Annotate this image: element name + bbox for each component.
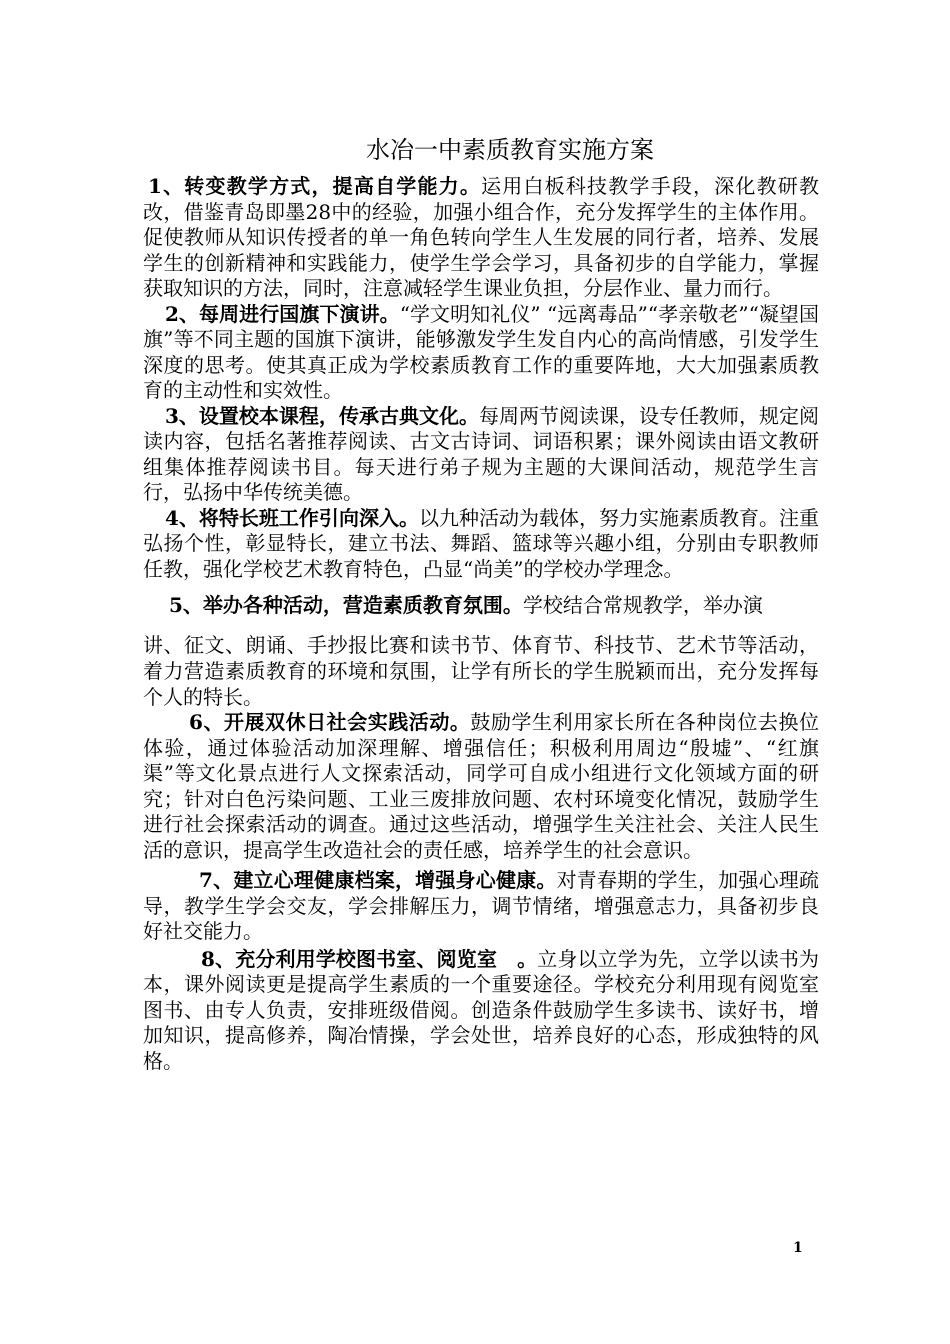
paragraph-4-text: 以九种活动为载体，努力实施素质教育。注重弘扬个性，彰显特长，建立书法、舞蹈、篮球等兴趣小组，分别由专职教师任教，强化学校艺术教育特色，凸显“尚美”的学校办学理念。	[143, 505, 819, 581]
document-body	[143, 174, 819, 1074]
paragraph-7-text: 对青春期的学生，加强心理疏导，教学生学会交友，学会排解压力，调节情绪，增强意志力，具备初步良好社交能力。	[143, 868, 819, 943]
paragraph-2	[143, 302, 819, 404]
paragraph-5	[143, 592, 819, 710]
paragraph-5-first-line	[143, 592, 819, 618]
paragraph-3-text: 每周两节阅读课，设专任教师，规定阅读内容，包括名著推荐阅读、古文古诗词、词语积累；课外阅读由语文教研组集体推荐阅读书目。每天进行弟子规为主题的大课间活动，规范学生言行，弘扬中华传统美德。	[143, 403, 820, 504]
paragraph-6	[143, 710, 819, 863]
paragraph-5-heading: 5、举办各种活动，营造素质教育氛围。	[169, 593, 523, 617]
paragraph-6-heading: 6、开展双休日社会实践活动。	[189, 710, 471, 734]
paragraph-2-heading: 2、每周进行国旗下演讲。	[165, 301, 400, 326]
paragraph-8-heading: 8、充分利用学校图书室、阅览室 。	[201, 946, 538, 971]
paragraph-8	[143, 947, 819, 1075]
paragraph-3-heading: 3、设置校本课程，传承古典文化。	[165, 403, 479, 428]
paragraph-1-heading: 1、转变教学方式，提高自学能力。	[148, 174, 482, 198]
paragraph-3	[143, 404, 819, 506]
paragraph-6-text: 鼓励学生利用家长所在各种岗位去换位体验，通过体验活动加深理解、增强信任；积极利用周边“殷墟”、“红旗渠”等文化景点进行人文探索活动，同学可自成小组进行文化领域方面的研究；针对白色污染问题、工业三废排放问题、农村环境变化情况，鼓励学生进行社会探索活动的调查。通过这些活动，增强学生关注社会、关注人民生活的意识，提高学生改造社会的责任感，培养学生的社会意识。	[143, 710, 819, 862]
document-title: 水冶一中素质教育实施方案	[366, 136, 654, 164]
page-number: 1	[793, 1240, 803, 1256]
paragraph-4-heading: 4、将特长班工作引向深入。	[165, 505, 419, 530]
paragraph-8-text: 立身以立学为先，立学以读书为本，课外阅读更是提高学生素质的一个重要途径。学校充分利用现有阅览室图书、由专人负责，安排班级借阅。创造条件鼓励学生多读书、读好书，增加知识，提高修养，陶冶情操，学会处世，培养良好的心态，形成独特的风格。	[143, 946, 820, 1073]
paragraph-5-text: 讲、征文、朗诵、手抄报比赛和读书节、体育节、科技节、艺术节等活动，着力营造素质教育的环境和氛围，让学有所长的学生脱颖而出，充分发挥每个人的特长。	[143, 633, 819, 709]
paragraph-5-text-first: 学校结合常规教学，举办演	[522, 593, 763, 617]
paragraph-2-text: “学文明知礼仪” “远离毒品”“孝亲敬老”“凝望国旗”等不同主题的国旗下演讲，能够激发学生发自内心的高尚情感，引发学生深度的思考。使其真正成为学校素质教育工作的重要阵地，大大加强素质教育的主动性和实效性。	[143, 301, 819, 402]
paragraph-1	[143, 174, 819, 302]
paragraph-1-text: 运用白板科技教学手段，深化教研教改，借鉴青岛即墨28中的经验，加强小组合作，充分发挥学生的主体作用。促使教师从知识传授者的单一角色转向学生人生发展的同行者，培养、发展学生的创新精神和实践能力，使学生学会学习，具备初步的自学能力，掌握获取知识的方法，同时，注意减轻学生课业负担，分层作业、量力而行。	[143, 174, 820, 300]
paragraph-7	[143, 868, 819, 945]
paragraph-4	[143, 506, 819, 583]
paragraph-7-heading: 7、建立心理健康档案，增强身心健康。	[199, 868, 557, 892]
